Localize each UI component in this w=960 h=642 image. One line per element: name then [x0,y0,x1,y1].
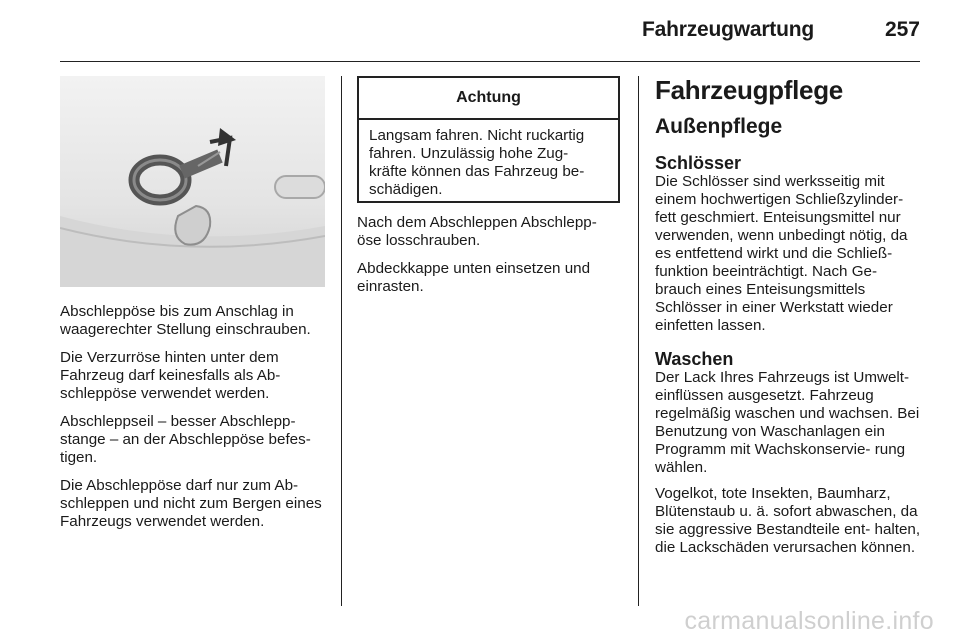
paragraph: Abschleppöse bis zum Anschlag in waagerechter Stellung einschrauben. [60,303,311,338]
topic-block [655,153,925,335]
paragraph: Nach dem Abschleppen Abschlepp- öse losschrauben. [357,214,597,249]
header-rule [60,61,920,62]
column-divider-1 [341,76,342,606]
subsection-title: Außenpflege [655,115,783,138]
paragraph: Die Abschleppöse darf nur zum Ab- schleppen und nicht zum Bergen eines Fahrzeugs verwendet werden. [60,477,322,530]
column-2-text [357,214,622,306]
page-number: 257 [884,18,920,41]
running-header-title: Fahrzeugwartung [641,18,814,41]
paragraph: Der Lack Ihres Fahrzeugs ist Umwelt- einflüssen ausgesetzt. Fahrzeug regelmäßig waschen und wachsen. Bei Benutzung von Waschanlagen ein Programm mit Wachskonservie- rung wählen. [655,369,920,476]
paragraph: Die Schlösser sind werksseitig mit einem hochwertigen Schließzylinder- fett geschmiert. Enteisungsmittel nur verwenden, wenn unbedingt nötig, da es entfettend wirkt und die Schließ- funktion beeinträchtigt. Nach Ge- brauch eines Enteisungsmittels Schlösser in einer Werkstatt wieder einfetten lassen. [655,173,908,334]
tow-eye-illustration-icon [60,76,325,287]
watermark: carmanualsonline.info [684,607,934,635]
paragraph: Die Verzurröse hinten unter dem Fahrzeug darf keinesfalls als Ab- schleppöse verwendet werden. [60,349,281,402]
paragraph: Abdeckkappe unten einsetzen und einrasten. [357,260,591,295]
topic-heading: Schlösser [655,153,742,173]
paragraph: Abschleppseil – besser Abschlepp- stange – an der Abschleppöse befes- tigen. [60,413,311,466]
column-divider-2 [638,76,639,606]
warning-box [357,76,620,203]
warning-text: Langsam fahren. Nicht ruckartig fahren. Unzulässig hohe Zug- kräfte können das Fahrzeug be- schädigen. [369,127,585,198]
topic-block [655,349,925,557]
column-1-text [60,303,325,541]
tow-eye-figure [60,76,325,287]
topic-heading: Waschen [655,349,734,369]
section-title: Fahrzeugpflege [655,75,843,105]
paragraph: Vogelkot, tote Insekten, Baumharz, Blütenstaub u. ä. sofort abwaschen, da sie aggressive Bestandteile ent- halten, die Lackschäden verursachen können. [655,485,921,556]
column-3-text [655,75,925,571]
warning-heading: Achtung [359,78,618,120]
